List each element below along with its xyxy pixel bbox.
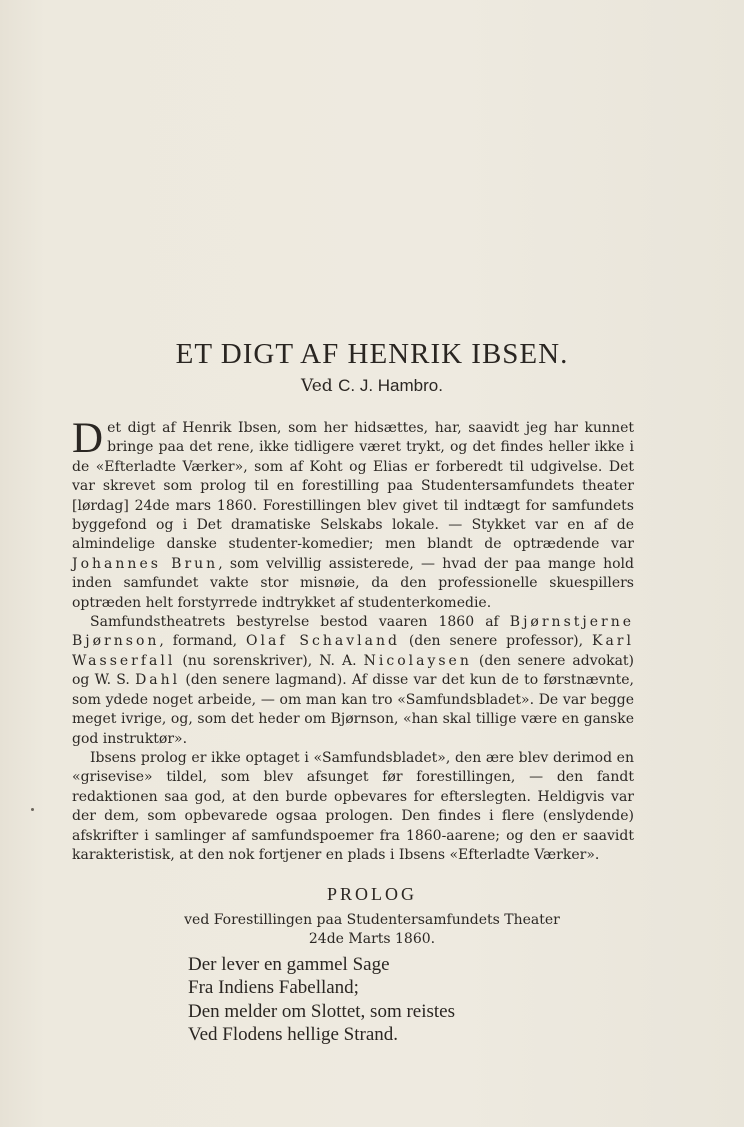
paragraph-2-text-5: (den senere advokat) og W. S. [72, 652, 635, 689]
name-wasserfall: Karl Wasserfall [72, 633, 634, 669]
paragraph-2-text-4: (nu sorenskriver), N. A. [175, 652, 364, 669]
paragraph-2-text-2: , formand, [159, 633, 247, 650]
paragraph-2 [72, 613, 634, 749]
paper-speck [31, 808, 34, 811]
name-nicolaysen: Nicolaysen [363, 652, 472, 669]
drop-cap: D [72, 415, 104, 462]
byline [0, 376, 744, 396]
paragraph-1 [72, 415, 634, 613]
paragraph-1-text-a: et digt af Henrik Ibsen, som her hidsættes, har, saavidt jeg har kunnet bringe paa det rene, ikke tidligere været trykt, og det findes heller ikke i de «Efterladte Værker», som af Koht og Elias er forberedt til udgivelse. Det var skrevet som prolog til en forestilling paa Studentersamfundets theater [lørdag] 24de mars 1860. Forestillingen blev givet til indtægt for samfundets byggefond og i Det dramatiske Selskabs lokale. — Stykket var en af de almindelige danske studenter-komedier; men blandt de optrædende var [72, 420, 634, 553]
poem-stanza [188, 953, 608, 1047]
paragraph-2-text-6: (den senere lagmand). Af disse var det kun de to førstnævnte, som ydede noget arbeide, — om man kan tro «Samfundsbladet». De var begge meget ivrige, og, som det heder om Bjørnson, «han skal tillige være en ganske god instruktør». [72, 672, 634, 747]
prolog-subtitle-line-1: ved Forestillingen paa Studentersamfundets Theater [184, 912, 560, 928]
prolog-title: PROLOG [326, 884, 417, 904]
poem-line: Der lever en gammel Sage [188, 954, 390, 975]
article-body [72, 415, 635, 865]
byline-author: C. J. Hambro. [338, 376, 443, 395]
paragraph-2-text-1: Samfundstheatrets bestyrelse bestod vaaren 1860 af [90, 614, 510, 631]
poem-line: Ved Flodens hellige Strand. [188, 1024, 399, 1046]
name-bjornson: Bjørnstjerne Bjørnson [72, 614, 634, 650]
article-title: ET DIGT AF HENRIK IBSEN. [175, 338, 569, 370]
byline-prefix: Ved [301, 376, 333, 396]
paragraph-2-text-3: (den senere professor), [399, 633, 592, 650]
paragraph-3: Ibsens prolog er ikke optaget i «Samfundsbladet», den ære blev derimod en «grisevise» tildel, som blev afsunget før forestillingen, — den fandt redaktionen saa god, at den burde opbevares for efterslegten. Heldigvis var der dem, som opbevarede ogsaa prologen. Den findes i flere (enslydende) afskrifter i samlinger af samfundspoemer fra 1860-aarene; og den er saavidt karakteristisk, at den nok fortjener en plads i Ibsens «Efterladte Værker». [72, 749, 634, 863]
name-johannes-brun: Johannes Brun [72, 555, 219, 572]
prolog-subtitle-line-2: 24de Marts 1860. [308, 931, 436, 947]
prolog-subtitle [0, 911, 744, 949]
paragraph-1-text-b: , som velvillig assisterede, — hvad der paa mange hold inden samfundet vakte stor misnøie, da den professionelle skuespillers optræden helt forstyrrede indtrykket af studenterkomedie. [72, 555, 634, 611]
poem-line: Fra Indiens Fabelland; [188, 977, 359, 999]
poem-line: Den melder om Slottet, som reistes [188, 1000, 456, 1022]
name-dahl: Dahl [135, 672, 181, 689]
name-schavland: Olaf Schavland [246, 633, 400, 650]
